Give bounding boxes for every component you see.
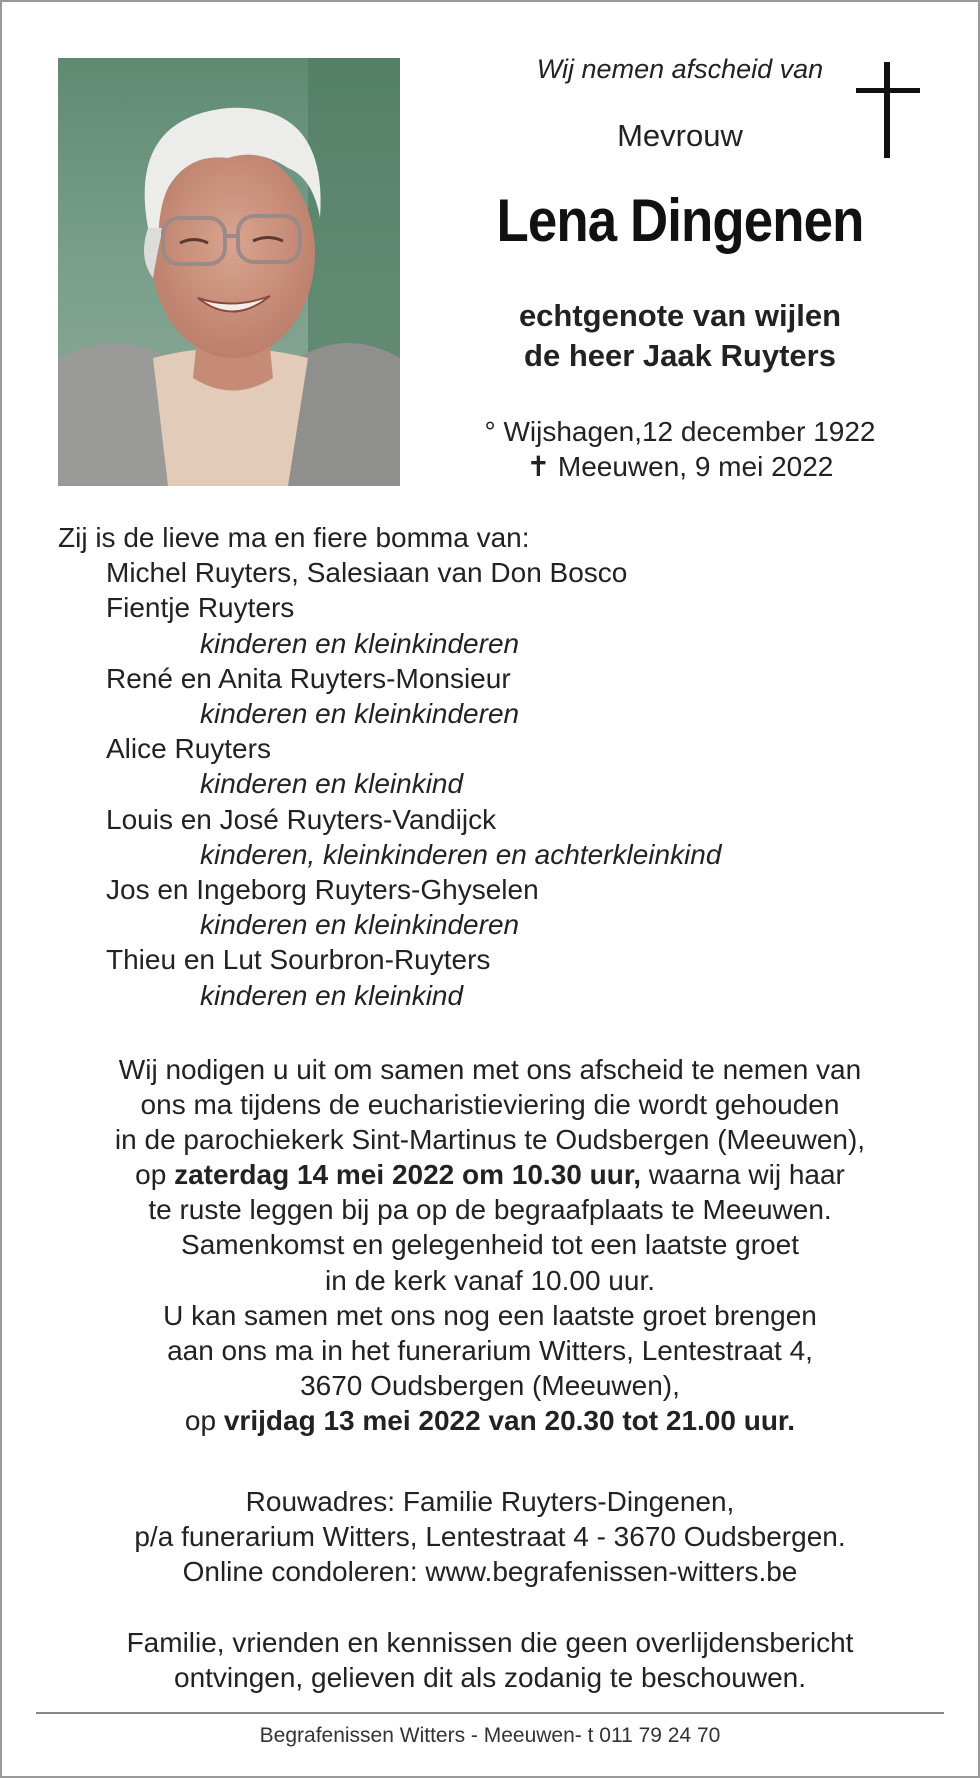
notice-line: ontvingen, gelieven dit als zodanig te beschouwen. bbox=[174, 1662, 806, 1694]
invitation-text: op bbox=[184, 1404, 224, 1436]
notice-paragraph bbox=[20, 1625, 960, 1695]
invitation-text: waarna wij haar bbox=[640, 1159, 845, 1191]
family-list bbox=[58, 520, 918, 1013]
invitation-line bbox=[20, 1403, 960, 1438]
family-relation: kinderen en kleinkinderen bbox=[200, 627, 520, 659]
condolence-link[interactable]: Online condoleren: www.begrafenissen-witters.be bbox=[182, 1556, 798, 1588]
birth-date: ° Wijshagen,12 december 1922 bbox=[484, 416, 876, 447]
family-lead: Zij is de lieve ma en fiere bomma van: bbox=[58, 522, 530, 553]
family-relation: kinderen en kleinkinderen bbox=[200, 698, 520, 730]
family-member: Louis en José Ruyters-Vandijck bbox=[106, 803, 497, 835]
death-date: ✝ Meeuwen, 9 mei 2022 bbox=[526, 451, 834, 482]
ceremony-datetime: zaterdag 14 mei 2022 om 10.30 uur, bbox=[174, 1159, 641, 1191]
invitation-line: ons ma tijdens de eucharistieviering die wordt gehouden bbox=[140, 1089, 840, 1121]
invitation-paragraph bbox=[20, 1052, 960, 1438]
address-line: p/a funerarium Witters, Lentestraat 4 - 3670 Oudsbergen. bbox=[134, 1521, 846, 1553]
life-dates bbox=[420, 414, 940, 484]
address-line: Rouwadres: Familie Ruyters-Dingenen, bbox=[245, 1486, 735, 1517]
family-relation: kinderen en kleinkinderen bbox=[200, 909, 520, 941]
address-paragraph bbox=[20, 1484, 960, 1589]
invitation-text: op bbox=[135, 1159, 175, 1191]
portrait-photo bbox=[58, 58, 400, 486]
invitation-line: U kan samen met ons nog een laatste groet brengen bbox=[163, 1299, 817, 1331]
invitation-line: te ruste leggen bij pa op de begraafplaats te Meeuwen. bbox=[148, 1194, 832, 1226]
invitation-line: in de parochiekerk Sint-Martinus te Oudsbergen (Meeuwen), bbox=[114, 1124, 866, 1156]
family-member: Fientje Ruyters bbox=[106, 592, 295, 624]
visitation-datetime: vrijdag 13 mei 2022 van 20.30 tot 21.00 uur. bbox=[223, 1404, 796, 1436]
invitation-line: Samenkomst en gelegenheid tot een laatste groet bbox=[181, 1229, 799, 1261]
family-member: Michel Ruyters, Salesiaan van Don Bosco bbox=[106, 557, 628, 589]
spouse-info bbox=[420, 296, 940, 376]
deceased-name: Lena Dingenen bbox=[496, 187, 864, 254]
invitation-line: Wij nodigen u uit om samen met ons afscheid te nemen van bbox=[118, 1054, 862, 1085]
family-member: Jos en Ingeborg Ruyters-Ghyselen bbox=[106, 874, 539, 906]
divider bbox=[36, 1712, 944, 1714]
intro-text: Wij nemen afscheid van bbox=[536, 54, 824, 84]
honorific: Mevrouw bbox=[617, 118, 743, 153]
family-member: Thieu en Lut Sourbron-Ruyters bbox=[106, 944, 491, 976]
notice-line: Familie, vrienden en kennissen die geen overlijdensbericht bbox=[126, 1627, 854, 1658]
invitation-line: 3670 Oudsbergen (Meeuwen), bbox=[300, 1369, 680, 1401]
family-member: Alice Ruyters bbox=[106, 733, 271, 765]
spouse-line: echtgenote van wijlen bbox=[518, 298, 842, 333]
family-member: René en Anita Ruyters-Monsieur bbox=[106, 662, 511, 694]
invitation-line bbox=[20, 1157, 960, 1192]
family-relation: kinderen en kleinkind bbox=[200, 979, 464, 1011]
spouse-line: de heer Jaak Ruyters bbox=[524, 338, 836, 373]
invitation-line: aan ons ma in het funerarium Witters, Lentestraat 4, bbox=[167, 1334, 813, 1366]
invitation-line: in de kerk vanaf 10.00 uur. bbox=[325, 1264, 655, 1296]
family-relation: kinderen, kleinkinderen en achterkleinkind bbox=[200, 838, 722, 870]
footer-text: Begrafenissen Witters - Meeuwen- t 011 79 24 70 bbox=[259, 1724, 721, 1747]
family-relation: kinderen en kleinkind bbox=[200, 768, 464, 800]
